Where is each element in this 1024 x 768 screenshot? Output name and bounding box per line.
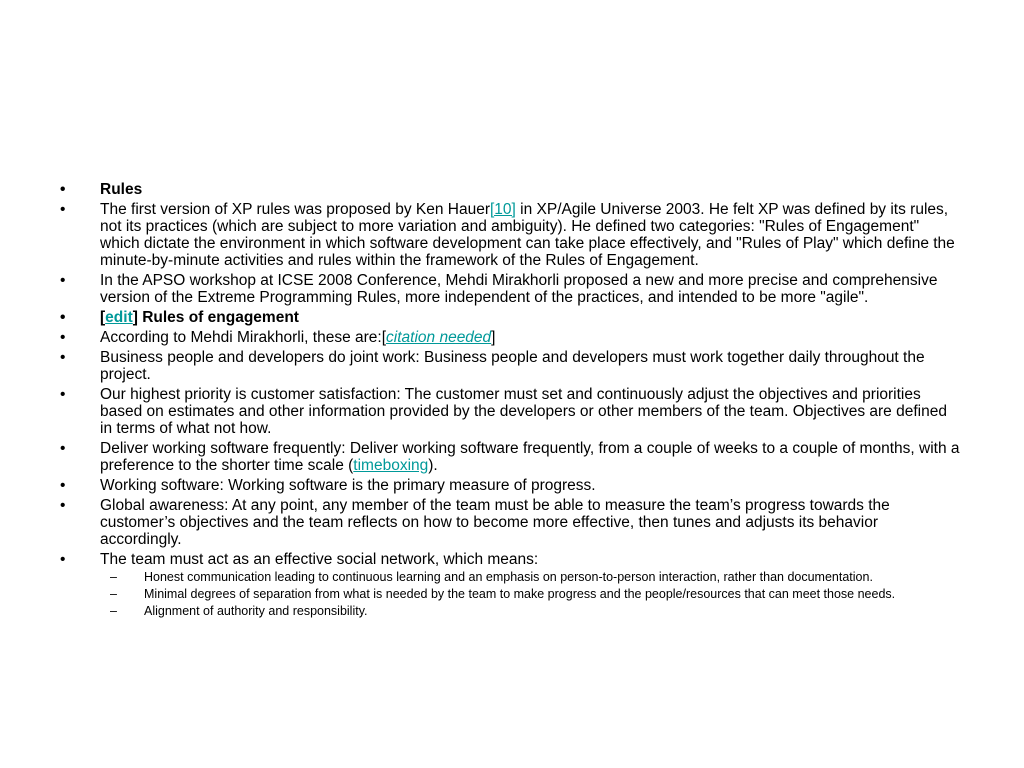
bullet-icon: •	[60, 477, 66, 494]
bullet-icon: •	[60, 309, 66, 326]
sub-list	[100, 570, 960, 618]
bullet-icon: •	[60, 349, 66, 366]
dash-icon: –	[110, 604, 117, 618]
reference-link-10[interactable]: [10]	[490, 201, 516, 218]
bullet-icon: •	[60, 497, 66, 514]
list-item-engagement-heading	[60, 309, 960, 326]
apso-text: In the APSO workshop at ICSE 2008 Conference, Mehdi Mirakhorli proposed a new and more precise and comprehensive version of the Extreme Programming Rules, more independent of the practices, and intended to be more "agile".	[100, 272, 938, 306]
bullet-icon: •	[60, 181, 66, 198]
bullet-icon: •	[60, 386, 66, 403]
edit-link[interactable]: edit	[105, 309, 133, 326]
working-text: Working software: Working software is the primary measure of progress.	[100, 477, 596, 494]
hauer-text-before: The first version of XP rules was proposed by Ken Hauer	[100, 201, 490, 218]
dash-icon: –	[110, 570, 117, 584]
bullet-icon: •	[60, 272, 66, 289]
timeboxing-link[interactable]: timeboxing	[353, 457, 429, 474]
list-item-business	[60, 349, 960, 383]
deliver-text-before: Deliver working software frequently: Deliver working software frequently, from a couple of weeks to a couple of months, with a preference to the shorter time scale (	[100, 440, 960, 474]
sub-item-text: Honest communication leading to continuous learning and an emphasis on person-to-person interaction, rather than documentation.	[144, 570, 873, 584]
rules-heading: Rules	[100, 181, 143, 198]
list-item-working	[60, 477, 960, 494]
hauer-text-after: in XP/Agile Universe 2003. He felt XP was defined by its rules, not its practices (which are subject to more variation and ambiguity). He defined two categories: "Rules of Engagement" which dictate the environment in which software development can take place effectively, and "Rules of Play" which define the minute-by-minute activities and rules within the framework of the Rules of Engagement.	[100, 201, 955, 269]
open-bracket: [	[100, 309, 106, 326]
global-text: Global awareness: At any point, any member of the team must be able to measure the team’s progress towards the customer’s objectives and the team reflects on how to become more effective, then tunes and adjusts its behavior accordingly.	[100, 497, 890, 548]
list-item-priority	[60, 386, 960, 437]
sub-item-text: Alignment of authority and responsibility.	[144, 604, 368, 618]
bullet-icon: •	[60, 329, 66, 346]
dash-icon: –	[110, 587, 117, 601]
list-item-hauer	[60, 201, 960, 269]
priority-text: Our highest priority is customer satisfaction: The customer must set and continuously adjust the objectives and priorities based on estimates and other information provided by the developers or other members of the team. Objectives are defined in terms of what not how.	[100, 386, 947, 437]
list-item-rules-heading	[60, 181, 960, 198]
bullet-icon: •	[60, 551, 66, 568]
sub-list-item-communication	[55, 570, 960, 584]
sub-list-item-separation	[55, 587, 960, 601]
business-text: Business people and developers do joint work: Business people and developers must work together daily throughout the project.	[100, 349, 925, 383]
list-item-according	[60, 329, 960, 346]
list-item-deliver	[60, 440, 960, 474]
team-text: The team must act as an effective social network, which means:	[100, 551, 539, 568]
according-text-before: According to Mehdi Mirakhorli, these are:[	[100, 329, 387, 346]
bullet-icon: •	[60, 440, 66, 457]
list-item-apso	[60, 272, 960, 306]
engagement-heading: ] Rules of engagement	[132, 309, 299, 326]
sub-list-item-alignment	[55, 604, 960, 618]
bullet-icon: •	[60, 201, 66, 218]
bullet-list	[60, 181, 960, 621]
list-item-global	[60, 497, 960, 548]
list-item-team	[60, 551, 960, 618]
citation-needed-link[interactable]: citation needed	[386, 329, 492, 346]
according-text-after: ]	[491, 329, 496, 346]
sub-item-text: Minimal degrees of separation from what is needed by the team to make progress and the people/resources that can meet those needs.	[144, 587, 896, 601]
deliver-text-after: ).	[428, 457, 438, 474]
